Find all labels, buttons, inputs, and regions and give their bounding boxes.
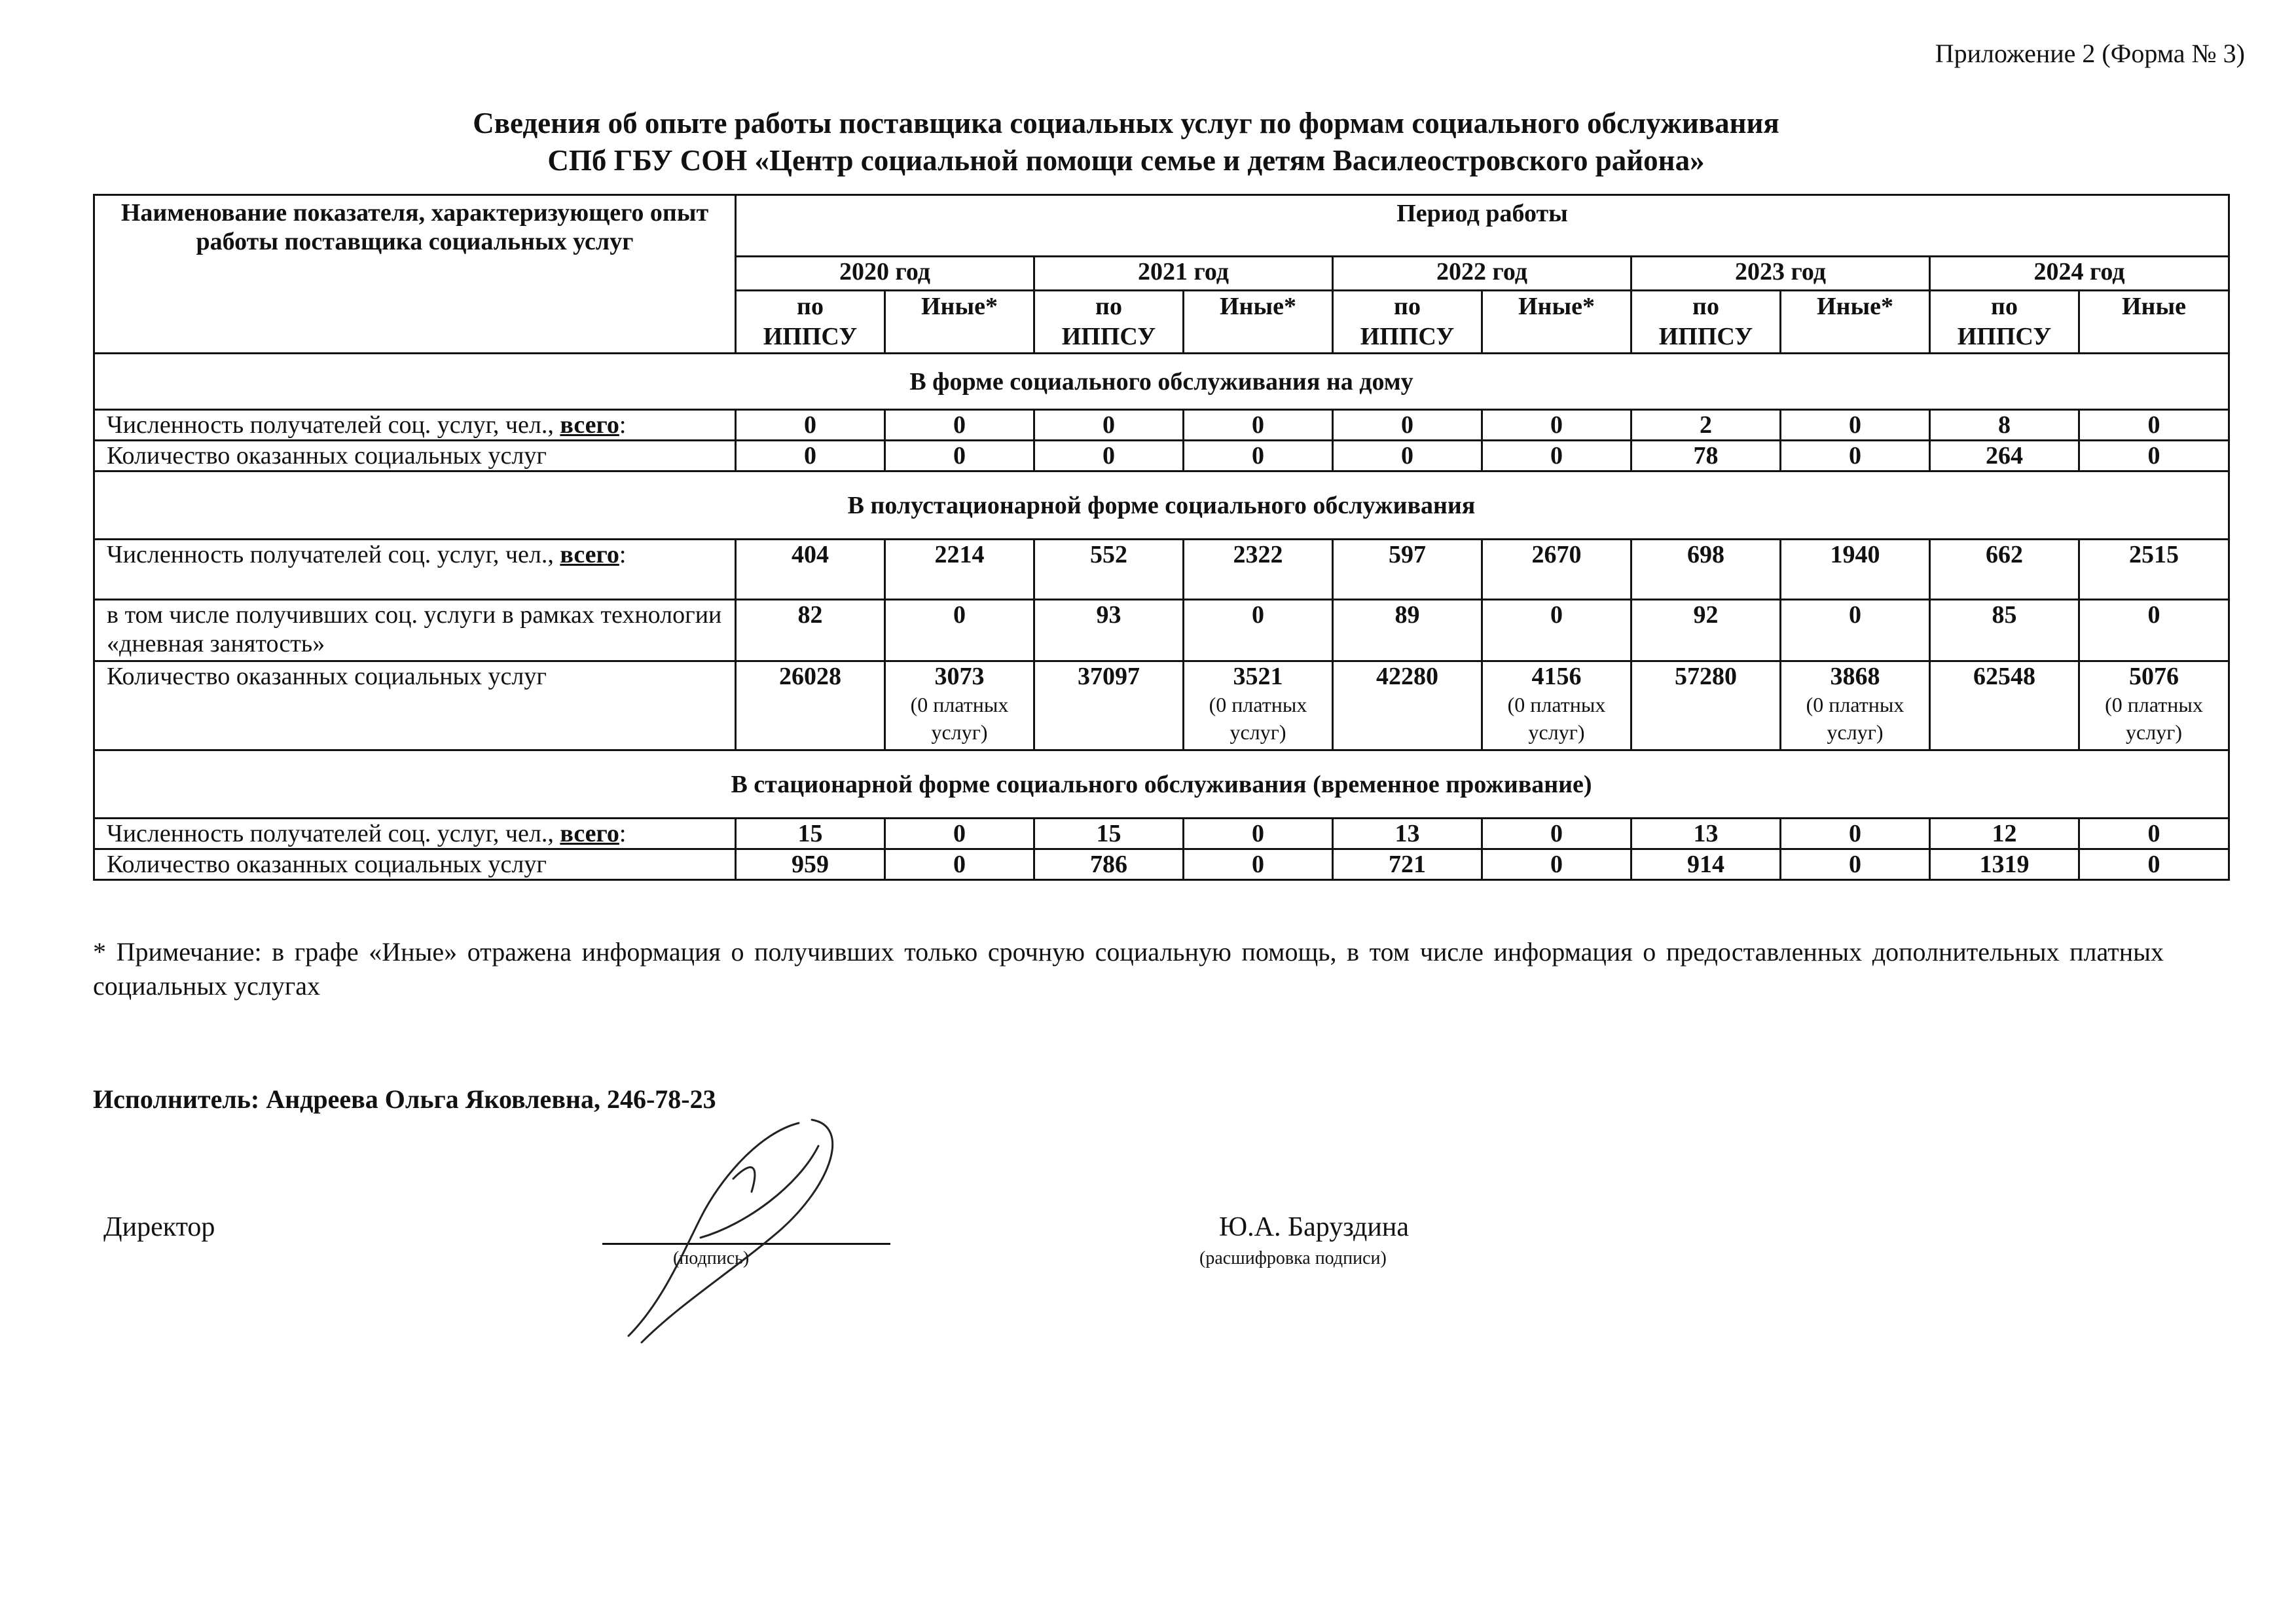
- cell-value: 0: [1550, 411, 1563, 439]
- table-row: [94, 540, 2229, 600]
- header-period: Период работы: [736, 195, 2229, 257]
- row-label-text: Численность получателей соц. услуг, чел.,: [107, 820, 560, 847]
- cell-value: 0: [953, 820, 966, 847]
- cell-value: 89: [1394, 601, 1420, 629]
- table-cell: [885, 441, 1034, 471]
- header-po-line2: ИППСУ: [1658, 323, 1753, 350]
- table-cell: [1034, 441, 1184, 471]
- header-other: [1781, 291, 1930, 354]
- cell-value: 2670: [1531, 541, 1582, 568]
- cell-value: 37097: [1078, 663, 1140, 690]
- cell-value: 13: [1394, 820, 1420, 847]
- header-po-line1: по: [797, 293, 824, 320]
- table-cell: [1333, 540, 1482, 600]
- cell-value: 721: [1389, 851, 1426, 878]
- table-cell: [1781, 849, 1930, 880]
- cell-value: 0: [1849, 442, 1861, 470]
- row-label: [94, 540, 736, 600]
- row-label: [94, 441, 736, 471]
- table-cell: [1781, 661, 1930, 750]
- cell-value: 0: [804, 411, 816, 439]
- table-cell: [1930, 410, 2079, 441]
- cell-value: 0: [1252, 411, 1264, 439]
- header-po-line1: по: [1991, 293, 2018, 320]
- cell-value: 0: [1401, 411, 1413, 439]
- cell-value: 0: [953, 851, 966, 878]
- table-cell: [1781, 410, 1930, 441]
- table-cell: [2079, 819, 2229, 849]
- table-cell: [2079, 441, 2229, 471]
- table-cell: [1482, 410, 1631, 441]
- signatory-name: Ю.А. Баруздина: [1219, 1212, 1410, 1242]
- row-label-emphasis: всего: [560, 820, 619, 847]
- header-po-line2: ИППСУ: [1360, 323, 1455, 350]
- paid-services-note: (0 платных услуг): [1507, 693, 1606, 744]
- header-other: [2079, 291, 2229, 354]
- table-cell: [1333, 819, 1482, 849]
- table-cell: [1631, 441, 1781, 471]
- table-cell: [1482, 441, 1631, 471]
- paid-services-note: (0 платных услуг): [910, 693, 1009, 744]
- table-cell: [736, 441, 885, 471]
- cell-value: 404: [792, 541, 829, 568]
- table-cell: [1482, 600, 1631, 661]
- row-label-tail: :: [619, 411, 627, 439]
- cell-value: 78: [1693, 442, 1719, 470]
- table-cell: [1781, 600, 1930, 661]
- table-cell: [1930, 661, 2079, 750]
- cell-value: 552: [1090, 541, 1127, 568]
- row-label-text: в том числе получивших соц. услуги в рамках технологии «дневная занятость»: [107, 601, 722, 657]
- table-cell: [1930, 600, 2079, 661]
- header-po-line1: по: [1394, 293, 1421, 320]
- cell-value: 15: [797, 820, 823, 847]
- table-cell: [1184, 410, 1333, 441]
- header-po-line2: ИППСУ: [1061, 323, 1156, 350]
- cell-value: 0: [1550, 442, 1563, 470]
- cell-value: 8: [1998, 411, 2011, 439]
- header-other: [1184, 291, 1333, 354]
- cell-value: 3521: [1233, 663, 1283, 690]
- header-other-text: Иные*: [921, 293, 998, 320]
- header-year: 2023 год: [1631, 257, 1930, 291]
- table-cell: [1333, 441, 1482, 471]
- title-line-1: Сведения об опыте работы поставщика социальных услуг по формам социального обслуживания: [473, 107, 1779, 139]
- signature-caption: (подпись): [673, 1248, 750, 1268]
- cell-value: 0: [1849, 820, 1861, 847]
- table-cell: [1482, 849, 1631, 880]
- cell-value: 597: [1389, 541, 1426, 568]
- cell-value: 0: [2147, 411, 2160, 439]
- row-label: [94, 849, 736, 880]
- row-label: [94, 600, 736, 661]
- row-label-emphasis: всего: [560, 541, 619, 568]
- table-cell: [1631, 819, 1781, 849]
- table-cell: [2079, 540, 2229, 600]
- table-cell: [1184, 819, 1333, 849]
- cell-value: 0: [953, 442, 966, 470]
- header-other-text: Иные: [2122, 293, 2186, 320]
- director-label: Директор: [103, 1212, 215, 1242]
- table-cell: [1034, 661, 1184, 750]
- row-label-text: Количество оказанных социальных услуг: [107, 663, 547, 690]
- appendix-label: Приложение 2 (Форма № 3): [1935, 39, 2245, 68]
- cell-value: 0: [1401, 442, 1413, 470]
- table-cell: [1631, 600, 1781, 661]
- table-cell: [2079, 600, 2229, 661]
- table-cell: [736, 600, 885, 661]
- cell-value: 264: [1986, 442, 2023, 470]
- cell-value: 3868: [1830, 663, 1880, 690]
- table-row: [94, 441, 2229, 471]
- section-title: В полустационарной форме социального обслуживания: [94, 471, 2229, 540]
- table-cell: [885, 410, 1034, 441]
- cell-value: 0: [1550, 851, 1563, 878]
- table-cell: [1631, 410, 1781, 441]
- title-line-2: СПб ГБУ СОН «Центр социальной помощи семье и детям Василеостровского района»: [547, 144, 1705, 177]
- header-year: 2022 год: [1333, 257, 1631, 291]
- row-label-text: Количество оказанных социальных услуг: [107, 442, 547, 470]
- header-other-text: Иные*: [1817, 293, 1893, 320]
- table-cell: [1184, 661, 1333, 750]
- table-cell: [1034, 410, 1184, 441]
- row-label-text: Численность получателей соц. услуг, чел.,: [107, 541, 560, 568]
- cell-value: 0: [1102, 442, 1115, 470]
- handwritten-signature: [602, 1107, 877, 1356]
- table-row: [94, 600, 2229, 661]
- table-cell: [1781, 819, 1930, 849]
- section-title: В форме социального обслуживания на дому: [94, 354, 2229, 410]
- cell-value: 15: [1096, 820, 1121, 847]
- table-cell: [885, 661, 1034, 750]
- row-label: [94, 819, 736, 849]
- cell-value: 0: [2147, 601, 2160, 629]
- cell-value: 0: [1252, 851, 1264, 878]
- table-row: [94, 410, 2229, 441]
- table-cell: [1631, 661, 1781, 750]
- cell-value: 959: [792, 851, 829, 878]
- table-row: [94, 819, 2229, 849]
- document-title: [0, 105, 2252, 179]
- cell-value: 62548: [1973, 663, 2035, 690]
- table-cell: [1333, 410, 1482, 441]
- executor-line: Исполнитель: Андреева Ольга Яковлевна, 246-78-23: [93, 1084, 716, 1114]
- cell-value: 26028: [779, 663, 841, 690]
- table-cell: [1034, 600, 1184, 661]
- cell-value: 0: [1849, 851, 1861, 878]
- header-po-line1: по: [1692, 293, 1719, 320]
- signatory-caption: (расшифровка подписи): [1199, 1248, 1387, 1268]
- cell-value: 2322: [1233, 541, 1283, 568]
- header-year: 2021 год: [1034, 257, 1333, 291]
- table-cell: [1930, 441, 2079, 471]
- table-cell: [1333, 661, 1482, 750]
- cell-value: 2515: [2129, 541, 2179, 568]
- cell-value: 914: [1687, 851, 1724, 878]
- table-cell: [1034, 849, 1184, 880]
- experience-table: [93, 194, 2230, 881]
- paid-services-note: (0 платных услуг): [1209, 693, 1307, 744]
- cell-value: 0: [1849, 411, 1861, 439]
- table-cell: [2079, 410, 2229, 441]
- footnote: * Примечание: в графе «Иные» отражена информация о получивших только срочную социальную помощь, в том числе информация о предоставленных дополнительных платных социальных услугах: [93, 937, 2164, 1001]
- header-indicator-name: Наименование показателя, характеризующего опыт работы поставщика социальных услуг: [94, 195, 736, 354]
- table-cell: [736, 661, 885, 750]
- row-label-text: Количество оказанных социальных услуг: [107, 851, 547, 878]
- table-cell: [1333, 600, 1482, 661]
- table-cell: [1333, 849, 1482, 880]
- cell-value: 0: [1252, 442, 1264, 470]
- header-po-line1: по: [1095, 293, 1122, 320]
- header-po-line2: ИППСУ: [1957, 323, 2052, 350]
- cell-value: 92: [1693, 601, 1719, 629]
- table-cell: [1184, 849, 1333, 880]
- cell-value: 1319: [1979, 851, 2030, 878]
- table-cell: [1781, 540, 1930, 600]
- cell-value: 2214: [934, 541, 985, 568]
- header-year: 2020 год: [736, 257, 1034, 291]
- header-po-line2: ИППСУ: [763, 323, 858, 350]
- table-cell: [1184, 600, 1333, 661]
- cell-value: 0: [2147, 820, 2160, 847]
- cell-value: 12: [1992, 820, 2017, 847]
- cell-value: 0: [2147, 851, 2160, 878]
- row-label-text: Численность получателей соц. услуг, чел.,: [107, 411, 560, 439]
- cell-value: 0: [804, 442, 816, 470]
- table-cell: [885, 600, 1034, 661]
- table-cell: [1930, 849, 2079, 880]
- header-other-text: Иные*: [1220, 293, 1296, 320]
- cell-value: 0: [2147, 442, 2160, 470]
- table-cell: [1930, 819, 2079, 849]
- header-po-ippsu: [736, 291, 885, 354]
- header-po-ippsu: [1930, 291, 2079, 354]
- paid-services-note: (0 платных услуг): [2105, 693, 2203, 744]
- header-year: 2024 год: [1930, 257, 2229, 291]
- table-cell: [1034, 540, 1184, 600]
- cell-value: 1940: [1830, 541, 1880, 568]
- cell-value: 93: [1096, 601, 1121, 629]
- cell-value: 0: [1550, 601, 1563, 629]
- table-cell: [1034, 819, 1184, 849]
- header-po-ippsu: [1034, 291, 1184, 354]
- cell-value: 5076: [2129, 663, 2179, 690]
- cell-value: 0: [1102, 411, 1115, 439]
- table-cell: [736, 849, 885, 880]
- table-cell: [1184, 540, 1333, 600]
- cell-value: 0: [953, 411, 966, 439]
- row-label-emphasis: всего: [560, 411, 619, 439]
- header-other: [1482, 291, 1631, 354]
- cell-value: 2: [1700, 411, 1712, 439]
- header-other-text: Иные*: [1518, 293, 1595, 320]
- header-po-ippsu: [1631, 291, 1781, 354]
- table-cell: [736, 819, 885, 849]
- table-cell: [1482, 540, 1631, 600]
- cell-value: 42280: [1376, 663, 1438, 690]
- paid-services-note: (0 платных услуг): [1806, 693, 1904, 744]
- table-cell: [1482, 661, 1631, 750]
- cell-value: 82: [797, 601, 823, 629]
- header-po-ippsu: [1333, 291, 1482, 354]
- cell-value: 0: [1252, 820, 1264, 847]
- table-cell: [736, 410, 885, 441]
- table-row: [94, 661, 2229, 750]
- table-cell: [1631, 849, 1781, 880]
- table-cell: [885, 819, 1034, 849]
- cell-value: 4156: [1531, 663, 1582, 690]
- row-label: [94, 661, 736, 750]
- table-cell: [1184, 441, 1333, 471]
- cell-value: 13: [1693, 820, 1719, 847]
- row-label: [94, 410, 736, 441]
- cell-value: 85: [1992, 601, 2017, 629]
- cell-value: 0: [1550, 820, 1563, 847]
- cell-value: 57280: [1675, 663, 1737, 690]
- cell-value: 662: [1986, 541, 2023, 568]
- cell-value: 0: [953, 601, 966, 629]
- table-cell: [885, 849, 1034, 880]
- cell-value: 698: [1687, 541, 1724, 568]
- table-cell: [1781, 441, 1930, 471]
- table-cell: [736, 540, 885, 600]
- table-cell: [885, 540, 1034, 600]
- table-cell: [1482, 819, 1631, 849]
- table-cell: [2079, 661, 2229, 750]
- table-row: [94, 849, 2229, 880]
- table-cell: [2079, 849, 2229, 880]
- table-cell: [1631, 540, 1781, 600]
- cell-value: 3073: [934, 663, 985, 690]
- table-cell: [1930, 540, 2079, 600]
- cell-value: 0: [1252, 601, 1264, 629]
- header-other: [885, 291, 1034, 354]
- section-title: В стационарной форме социального обслуживания (временное проживание): [94, 750, 2229, 819]
- cell-value: 786: [1090, 851, 1127, 878]
- row-label-tail: :: [619, 820, 627, 847]
- row-label-tail: :: [619, 541, 627, 568]
- cell-value: 0: [1849, 601, 1861, 629]
